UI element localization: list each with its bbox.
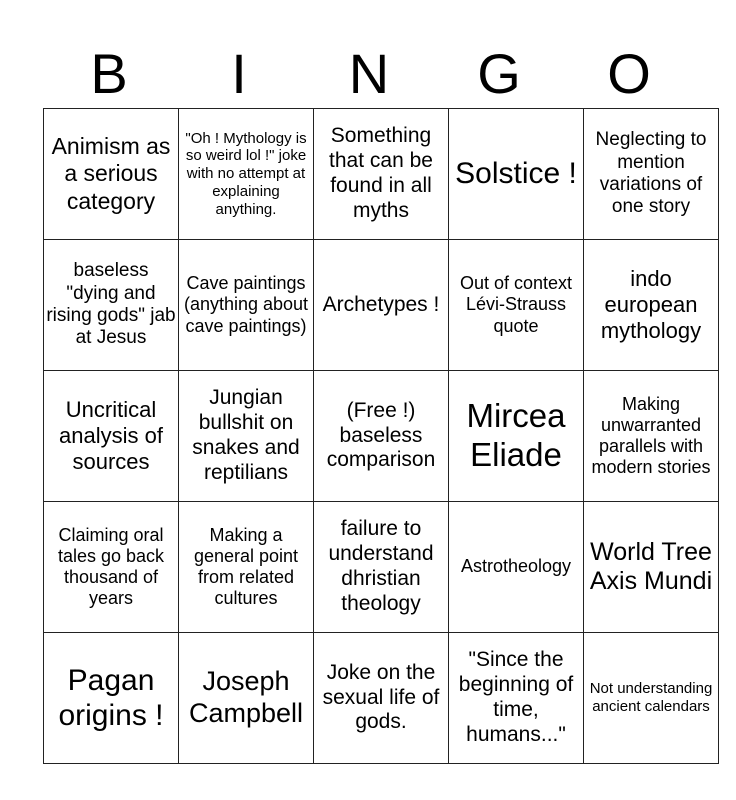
board-row: [44, 502, 719, 633]
bingo-cell[interactable]: Cave paintings (anything about cave paintings): [179, 240, 314, 371]
bingo-cell[interactable]: Not understanding ancient calendars: [584, 633, 719, 764]
bingo-cell[interactable]: Joseph Campbell: [179, 633, 314, 764]
board-row: [44, 371, 719, 502]
header-letter-n: N: [348, 42, 390, 105]
bingo-cell[interactable]: Claiming oral tales go back thousand of years: [44, 502, 179, 633]
bingo-cell[interactable]: Mircea Eliade: [449, 371, 584, 502]
header-letter-b: B: [90, 42, 128, 105]
bingo-cell[interactable]: Archetypes !: [314, 240, 449, 371]
bingo-cell[interactable]: indo european mythology: [584, 240, 719, 371]
bingo-cell[interactable]: World Tree Axis Mundi: [584, 502, 719, 633]
board-row: [44, 633, 719, 764]
board-row: [44, 109, 719, 240]
bingo-cell[interactable]: Making unwarranted parallels with modern stories: [584, 371, 719, 502]
bingo-cell[interactable]: Pagan origins !: [44, 633, 179, 764]
bingo-cell[interactable]: Out of context Lévi-Strauss quote: [449, 240, 584, 371]
header-letter-g: G: [477, 42, 521, 105]
header-letter-i: I: [231, 42, 247, 105]
bingo-cell[interactable]: Uncritical analysis of sources: [44, 371, 179, 502]
bingo-cell[interactable]: baseless "dying and rising gods" jab at Jesus: [44, 240, 179, 371]
bingo-cell[interactable]: "Oh ! Mythology is so weird lol !" joke with no attempt at explaining anything.: [179, 109, 314, 240]
bingo-cell[interactable]: Astrotheology: [449, 502, 584, 633]
bingo-cell[interactable]: Solstice !: [449, 109, 584, 240]
bingo-cell[interactable]: Neglecting to mention variations of one story: [584, 109, 719, 240]
bingo-header: [44, 42, 694, 106]
bingo-cell[interactable]: Making a general point from related cultures: [179, 502, 314, 633]
bingo-cell[interactable]: "Since the beginning of time, humans...": [449, 633, 584, 764]
bingo-cell[interactable]: Jungian bullshit on snakes and reptilians: [179, 371, 314, 502]
bingo-cell[interactable]: failure to understand dhristian theology: [314, 502, 449, 633]
header-letter-o: O: [607, 42, 651, 105]
bingo-cell[interactable]: Animism as a serious category: [44, 109, 179, 240]
bingo-cell[interactable]: (Free !) baseless comparison: [314, 371, 449, 502]
board-row: [44, 240, 719, 371]
bingo-cell[interactable]: Something that can be found in all myths: [314, 109, 449, 240]
bingo-cell[interactable]: Joke on the sexual life of gods.: [314, 633, 449, 764]
bingo-board: [43, 108, 719, 764]
